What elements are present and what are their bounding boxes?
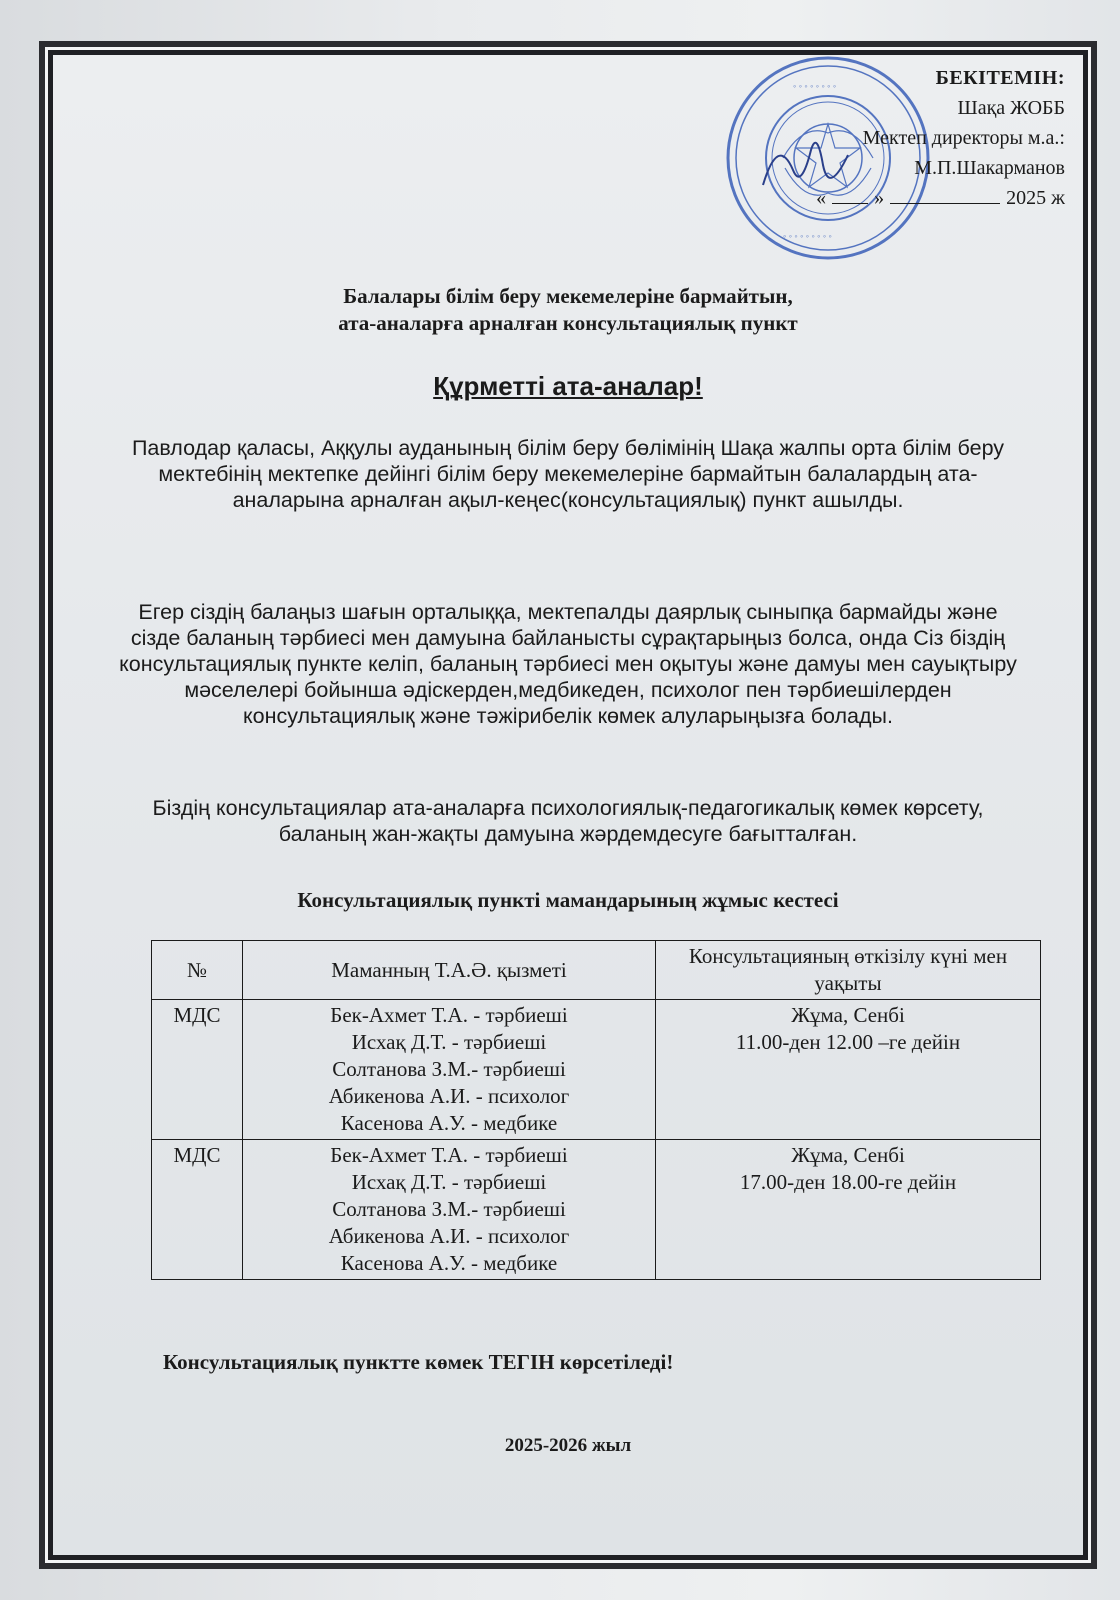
table-header-row <box>152 941 1041 1000</box>
staff-item: Бек-Ахмет Т.А. - тәрбиеші <box>330 1003 568 1027</box>
staff-item: Касенова А.У. - медбике <box>340 1251 558 1275</box>
table-row <box>152 1000 1041 1140</box>
header-number: № <box>152 941 243 1000</box>
title-line-2: ата-аналарға арналған консультациялық пункт <box>338 311 798 335</box>
schedule-title: Консультациялық пункті мамандарының жұмыс кестесі <box>297 888 839 912</box>
row-time: 17.00-ден 18.00-ге дейін <box>739 1170 957 1194</box>
staff-item: Абикенова А.И. - психолог <box>328 1084 570 1108</box>
row-days: Жұма, Сенбі <box>791 1143 905 1167</box>
row-time: 11.00-ден 12.00 –ге дейін <box>735 1030 961 1054</box>
staff-item: Солтанова З.М.- тәрбиеші <box>332 1057 566 1081</box>
academic-year: 2025-2026 жыл <box>504 1435 632 1456</box>
title-line-1: Балалары білім беру мекемелеріне бармайтын, <box>343 284 793 308</box>
staff-item: Исхақ Д.Т. - тәрбиеші <box>351 1170 547 1194</box>
svg-text:◦ ◦ ◦ ◦ ◦ ◦ ◦ ◦: ◦ ◦ ◦ ◦ ◦ ◦ ◦ ◦ <box>793 81 837 91</box>
date-quote-open: « <box>816 187 827 209</box>
staff-item: Бек-Ахмет Т.А. - тәрбиеші <box>330 1143 568 1167</box>
row-group: МДС <box>152 1000 243 1140</box>
approval-org: Шақа ЖОББ <box>957 97 1065 119</box>
table-row <box>152 1140 1041 1280</box>
header-specialist: Маманның Т.А.Ә. қызметі <box>243 941 656 1000</box>
row-datetime <box>656 1000 1041 1140</box>
date-month-blank <box>890 183 1000 204</box>
approval-position: Мектеп директоры м.а.: <box>862 127 1065 149</box>
paragraph-services: Егер сіздің балаңыз шағын орталыққа, мектепалды даярлық сыныпқа бармайды және сізде баланың тәрбиесі мен дамуына байланысты сұрақтарыңыз болса, онда Сіз біздің консультациялық пункте келіп, баланың тәрбиесі мен оқытуы және дамуы мен сауықтыру мәселелері бойынша әдіскерден,медбикеден, психолог пен тәрбиешілерден консультациялық және тәжірибелік көмек алуларыңызға болады. <box>119 600 1017 728</box>
staff-item: Исхақ Д.Т. - тәрбиеші <box>351 1030 547 1054</box>
row-staff <box>243 1000 656 1140</box>
free-help-note: Консультациялық пунктте көмек ТЕГІН көрсетіледі! <box>163 1350 674 1374</box>
row-datetime <box>656 1140 1041 1280</box>
staff-item: Абикенова А.И. - психолог <box>328 1224 570 1248</box>
svg-text:◦ ◦ ◦ ◦ ◦ ◦ ◦ ◦ ◦: ◦ ◦ ◦ ◦ ◦ ◦ ◦ ◦ ◦ <box>783 231 832 241</box>
approval-date <box>745 183 1065 213</box>
header-datetime: Консультацияның өткізілу күні мен уақыты <box>656 941 1041 1000</box>
approval-heading: БЕКІТЕМІН: <box>935 67 1065 89</box>
approval-block <box>745 63 1065 213</box>
row-staff <box>243 1140 656 1280</box>
date-day-blank <box>832 183 868 204</box>
greeting: Құрметті ата-аналар! <box>433 371 703 401</box>
staff-item: Солтанова З.М.- тәрбиеші <box>332 1197 566 1221</box>
paragraph-goal: Біздің консультациялар ата-аналарға психологиялық-педагогикалық көмек көрсету, баланың жан-жақты дамуына жәрдемдесуге бағытталған. <box>152 796 984 846</box>
date-quote-close: » <box>874 187 885 209</box>
paragraph-intro: Павлодар қаласы, Аққулы ауданының білім беру бөлімінің Шақа жалпы орта білім беру мектебінің мектепке дейінгі білім беру мекемелеріне бармайтын балалардың ата-аналарына арналған ақыл-кеңес(консультациялық) пункт ашылды. <box>131 436 1005 512</box>
row-days: Жұма, Сенбі <box>791 1003 905 1027</box>
staff-item: Касенова А.У. - медбике <box>340 1111 558 1135</box>
schedule-table <box>151 940 1041 1280</box>
document-title <box>53 283 1083 337</box>
approval-name: М.П.Шакарманов <box>914 157 1065 179</box>
document-page <box>48 50 1088 1560</box>
row-group: МДС <box>152 1140 243 1280</box>
date-year: 2025 ж <box>1006 187 1065 209</box>
